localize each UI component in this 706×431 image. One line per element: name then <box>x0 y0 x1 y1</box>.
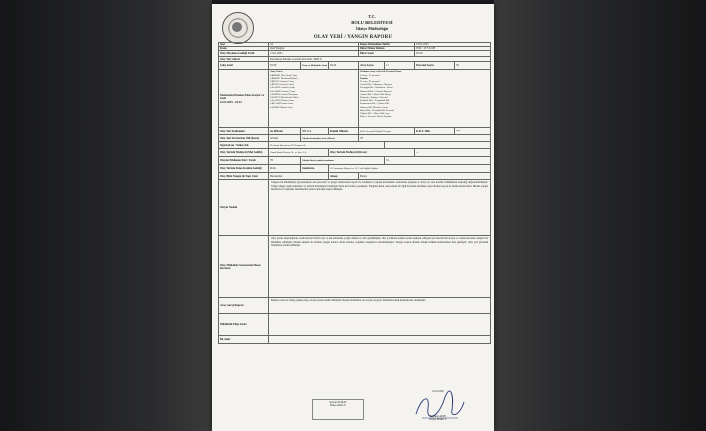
vehicle-list-title: Araç Listesi <box>270 70 283 74</box>
used-label: Olay Yeri Kullanılan <box>219 128 269 135</box>
table-row <box>219 298 491 314</box>
arrival-label: Varış ve Müdahale Saati <box>301 62 329 70</box>
rescued-value: 42 Kişi <box>269 135 301 142</box>
list-item: 14AA6935 Arazöz (4 ton) <box>270 86 296 90</box>
departure-value: 03.30 <box>269 62 301 70</box>
tenant-label: Olay Yerinin Mahiyeti (Kiracı) <box>329 149 415 157</box>
caller-phone-label: İhbar Edene Telefon <box>359 47 415 51</box>
stamp-name: Sevcan ALMAY <box>329 401 347 404</box>
table-row <box>219 314 491 336</box>
official-stamp <box>312 399 364 420</box>
list-item: 14DCA48 Hizmet Aracı <box>270 102 294 106</box>
table-row <box>219 165 491 173</box>
incident-date-label: Olay Meydana Geldiği Tarih <box>219 51 269 57</box>
background-right <box>494 0 706 431</box>
wood-label: Ahşap <box>329 173 359 180</box>
list-item: 14AAF305 Hizmet Aracı <box>270 99 295 103</box>
insurance-value: Ek olarak düzenlenen BAT raporu ile <box>269 142 385 149</box>
support-personnel-title: Yardımcı Araç ve Destek Personel Sayısı <box>360 70 402 74</box>
signer-date: 22.01.2025 <box>432 390 444 393</box>
subject-value: Otel Yangını <box>269 47 359 51</box>
header-department: İtfaiye Müdürlüğü <box>356 26 388 31</box>
header-organization: BOLU BELEDİYESİ <box>351 20 393 25</box>
header-tc: T.C. <box>368 14 376 19</box>
sayi-value: 54 <box>269 43 359 47</box>
table-row <box>219 70 491 128</box>
stamp-title: İtfaiye Amiri V. <box>329 404 347 408</box>
personnel-count-label: Personel Sayısı <box>415 62 455 70</box>
form-title: OLAY YERİ / YANGIN RAPORU <box>313 35 393 40</box>
list-item: Sakarya Bld. Merdiven Aracı <box>360 105 389 109</box>
personnel-count-value: 50 <box>455 62 491 70</box>
water-label: Su Miktarı <box>269 128 301 135</box>
team-lead-label: Müdürlük Ekip Amiri <box>219 314 269 336</box>
foam-label: Köpük Miktarı <box>329 128 359 135</box>
table-row <box>219 149 491 157</box>
list-item: 14BB9437 Merdivenli(42m) <box>270 76 298 80</box>
list-item: 14AH469 Hizmet Aracı <box>270 105 293 109</box>
table-row <box>219 157 491 165</box>
owner-value: Grand Kartal Turizm Tic. ve San. A.Ş. <box>269 149 329 157</box>
subject-label: Konu <box>219 47 269 51</box>
signature-block <box>408 388 468 424</box>
damage-label: Olay Müdahale Sonrasında Hasar Durumu <box>219 236 269 298</box>
table-row <box>219 180 491 236</box>
structure-label: Olay Bitin Yangın ile Yapı Cinsi <box>219 173 269 180</box>
gendarmerie-value: 112 Jandarma Ekipleri ve 112 Acil Sağlık Ekipleri <box>329 165 491 173</box>
cause-text: Yangına ilk müdahaleyi gerçekleştiren otel personeli ve görgü tanıklarının beyanı ile tarafımızca yapılan incelemeler sonucunda yangının 4. katta yer alan mutfak bölümünden başladığı değerlendirilmiştir. Yangın ahşap cephe kaplaması ve yalıtım malzemeleri nedeniyle hızla üst katlara yayılmıştır. Yangının kesin çıkış nedeni ile ilgili inceleme sürmekte olup bilirkişi raporu ile netlik kazanacaktır. Binada yangın merdiveni ve algılama sistemlerinin yeterli olmadığı tespit edilmiştir. <box>269 180 491 236</box>
list-item: 14AB9950 Arazöz Kurtarma <box>270 92 298 96</box>
wood-value: Beton <box>359 173 491 180</box>
table-row <box>219 173 491 180</box>
vehicles-label: Merkezden Hareket Eden Araçlar ve Saati <box>220 94 265 101</box>
list-item: 14AA8938 Arazöz (7 ton) <box>270 89 296 93</box>
list-item: 14ABF770 Merdivenli (30m) <box>270 96 299 100</box>
list-item: 14DU253 Arazöz (3 ton) <box>270 83 294 87</box>
list-item: Yığılca Bld. / Düzce Bld. Araç <box>360 112 390 116</box>
incident-date-value: 21.01.2025 <box>269 51 359 57</box>
list-item: Kıbrıscık Bld. / Göynük İtfaiyesi <box>360 89 392 93</box>
vehicles-date: 22.01.2025 – 04.54 <box>220 100 242 104</box>
casualties-label: Olayda kurtarılan vefat (Hasar) <box>301 135 359 142</box>
vehicle-count-label: Araç Sayısı <box>359 62 385 70</box>
injured-value: 31 <box>385 157 491 165</box>
list-item: Yeniçağa Bld. / Dörtdivan / Seben <box>360 86 393 90</box>
caller-phone-value: 0501 / 257 32 08 <box>415 47 491 51</box>
report-table <box>218 42 491 344</box>
kkt-label: K.K.T. Mik. <box>415 128 455 135</box>
report-date-label: Rapor Düzenleme Tarihi <box>359 43 415 47</box>
structure-value: Betonarme <box>269 173 329 180</box>
foam-value: 400 Lt Sentetik Köpük Deterjan <box>359 128 415 135</box>
list-item: Ekip ve Personel Destek Toplam <box>360 115 392 119</box>
total-value: 31 araç / 87 personel <box>360 80 380 84</box>
background-left <box>0 0 212 431</box>
list-item: Gerede Bld. / Mudurnu / Mengen <box>360 83 393 87</box>
list-item: Karabük Bld. / Zonguldak Bld. <box>360 99 390 103</box>
departure-label: Çıkış Saati <box>219 62 269 70</box>
attendance-label: Olay Yerinin Kime Katılım Geldiği <box>219 165 269 173</box>
signer-name: Mehmet AKIN <box>430 415 446 418</box>
owner-label: Olay Yerinin Mahiyeti (Mal Sahibi) <box>219 149 269 157</box>
teams-text: Ekipler sırası ile dönüş yapmış olup, araçlar garaja teslim edilmiştir. Destek birimlerine ait araçlar da görev bitiminde kendi merkezlerine dönmüştür. <box>269 298 491 314</box>
arrival-value: 04.24 <box>329 62 359 70</box>
affected-value: 78 <box>269 157 301 165</box>
cause-label: Olayın Nedeni <box>219 180 269 236</box>
table-row <box>219 135 491 142</box>
table-row <box>219 236 491 298</box>
gendarmerie-label: Jandarma <box>301 165 329 173</box>
insurance-label: Sigortalı mı / Sirket Adı <box>219 142 269 149</box>
rescued-label: Olay Yeri Kurtarılan Ölü (Kaza) <box>219 135 269 142</box>
list-item: Bartın Bld. / Karabük Bld. Personel <box>360 108 395 112</box>
list-item: Ankara Bld. / Düzce Bld. İtfaiye <box>360 92 392 96</box>
report-time-value: 03.30 <box>415 51 491 57</box>
list-item: 14DU375 Arazöz (3 ton) <box>270 80 294 84</box>
table-row <box>219 336 491 344</box>
damage-text: Olay yerine ulaşıldığında, Grand Kartal Otel'in çatı ve üst katlarında yoğun duman ve alev görülmüştür. Otel içerisinde mahsur kalan kişilerin tahliyesi için merdivenli araçlar ve arama kurtarma ekipleri ile müdahale edilmiştir. Destek ekipleri ile birlikte yangın kontrol altına alınmış, soğutma çalışmaları tamamlanmıştır. Yangın sonucu binanın büyük bölümü kullanılamaz hale gelmiştir. Olay yeri güvenlik birimlerine teslim edilmiştir. <box>269 236 491 298</box>
list-item: 14BB9491 Ekol Araç(7 ton) <box>270 73 298 77</box>
casualties-value: 78 <box>359 135 491 142</box>
kkt-value: *** <box>455 128 491 135</box>
first-chief-label: İlk Amir <box>219 336 269 344</box>
attendance-value: Polis <box>269 165 301 173</box>
address-label: Olay Yeri Adresi <box>219 57 269 62</box>
injured-label: Olayda ilerde yanda yaralanan <box>301 157 385 165</box>
table-row <box>219 128 491 135</box>
total-label: Toplam <box>360 76 368 80</box>
address-value: Kartalkaya Mevkii Grand Kartal Otel / BOLU <box>269 57 491 62</box>
report-date-value: 23.01.2025 <box>415 43 491 47</box>
list-item: Eskişehir / Sakarya / Kocaeli <box>360 96 388 100</box>
support-personnel-value: 20 araç / 37 personel <box>360 73 380 77</box>
sayi-label: Sayı <box>219 43 269 47</box>
table-row <box>219 142 491 149</box>
teams-label: Araç Garaj Raporu <box>219 298 269 314</box>
report-document <box>212 4 494 431</box>
list-item: Kastamonu Bld. / Çankırı Bld. <box>360 102 390 106</box>
water-value: 380 Ton <box>301 128 329 135</box>
table-row <box>219 62 491 70</box>
report-time-label: İhbar Saati <box>359 51 415 57</box>
tenant-value: — <box>415 149 491 157</box>
signer-title: İtfaiye Müdür V. <box>429 418 447 421</box>
affected-label: Olayda Etkilenen Kişi / Yaralı <box>219 157 269 165</box>
vehicle-count-value: 11 <box>385 62 415 70</box>
